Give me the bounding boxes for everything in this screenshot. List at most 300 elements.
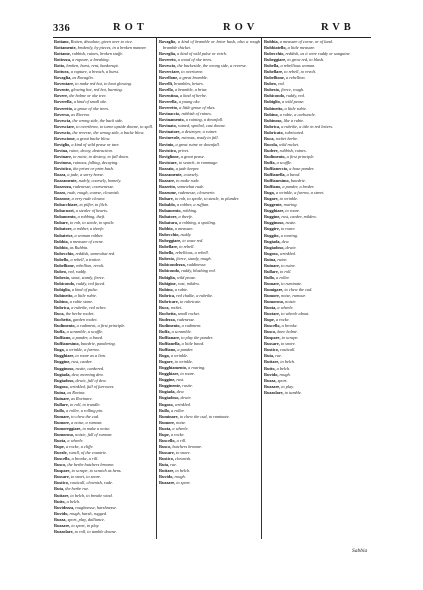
headword: Rubbio,: [54, 244, 69, 250]
definition: the herbe rue.: [64, 486, 90, 492]
definition: a brooke.: [280, 323, 298, 329]
definition: rebellious, a rebell.: [174, 250, 209, 256]
headword: Rozzamente,: [54, 178, 78, 184]
definition: rurall, of the countrie.: [67, 450, 108, 456]
headword: Rozzo,: [54, 190, 67, 196]
definition: to make red hot, to heat glowing.: [74, 81, 132, 87]
headword: Rumare,: [264, 280, 281, 286]
definition: a rebellion.: [284, 75, 306, 81]
dictionary-entry: [159, 402, 260, 408]
headword: Rubinetto,: [264, 105, 284, 111]
definition: a theefe.: [177, 214, 194, 220]
definition: a belch.: [275, 365, 291, 371]
headword: Ruzzare,: [54, 522, 71, 528]
headword: Rumore,: [264, 292, 281, 298]
dictionary-entry: [264, 353, 371, 359]
dictionary-entry: [159, 154, 260, 160]
column-middle: [159, 39, 260, 539]
definition: as Riverso.: [70, 111, 91, 117]
definition: to roare as a lion.: [74, 353, 107, 359]
definition: to roll, to tumble downe.: [73, 528, 117, 534]
dictionary-entry: [264, 184, 371, 190]
headword: Ruscello,: [54, 456, 71, 462]
headword: Rusco,: [264, 329, 277, 335]
definition: a rubrike, a title in red letters.: [280, 123, 334, 129]
dictionary-entry: [54, 226, 155, 232]
definition: robbing.: [181, 208, 198, 214]
definition: a roaring.: [187, 365, 206, 371]
definition: to make rude.: [175, 177, 200, 183]
headword: Russare,: [54, 474, 70, 480]
dictionary-entry: [264, 142, 371, 148]
headword: Rovinatore,: [159, 129, 181, 135]
dictionary-entry: [54, 493, 155, 499]
dictionary-entry: [159, 250, 260, 256]
dictionary-entry: [264, 196, 371, 202]
dictionary-entry: [159, 190, 260, 196]
definition: a measure of corne.: [68, 238, 104, 244]
definition: ruddy.: [179, 232, 192, 238]
guide-word-left: ROT: [113, 22, 148, 33]
definition: reddish, as it were ruddy or sanguine.: [284, 51, 351, 57]
headword: Rozzezza,: [54, 184, 73, 190]
definition: a rocke.: [169, 431, 185, 437]
headword: Rovere,: [54, 93, 69, 99]
dictionary-entry: [54, 148, 155, 154]
headword: Rubellione,: [264, 75, 285, 81]
headword: Rudimento,: [54, 323, 76, 329]
definition: rough, harsh, rugged.: [68, 510, 107, 516]
headword: Rovinevole,: [159, 135, 181, 141]
dictionary-entry: [264, 335, 371, 341]
definition: to snore.: [174, 449, 191, 455]
headword: Ruzzolare,: [54, 528, 74, 534]
definition: fierce, rough.: [280, 87, 305, 93]
headword: Rovina,: [54, 147, 69, 153]
definition: a little measure.: [286, 45, 316, 51]
definition: a young oke.: [177, 99, 201, 105]
definition: to overturne.: [180, 68, 204, 74]
definition: rusticall.: [278, 347, 296, 353]
headword: Rubiglia,: [54, 286, 71, 292]
definition: a little rubie.: [283, 105, 307, 111]
definition: rust, canker, mildew.: [280, 214, 317, 220]
dictionary-entry: [159, 365, 260, 371]
dictionary-entry: [159, 117, 260, 123]
dictionary-entry: [264, 202, 371, 208]
headword: Rugghiare,: [264, 208, 285, 214]
headword: Rozzaio,: [159, 165, 175, 171]
definition: to tumble.: [283, 389, 302, 395]
headword: Roverciare,: [159, 68, 181, 74]
headword: Rozzetto,: [159, 183, 177, 189]
headword: Rovelli,: [159, 81, 173, 87]
definition: rough.: [173, 474, 186, 480]
headword: Rovescio,: [159, 62, 177, 68]
definition: to snore.: [279, 341, 296, 347]
definition: ruddy, blushing red.: [180, 268, 216, 274]
dictionary-entry: [54, 184, 155, 190]
definition: a noise, a rumour.: [70, 419, 103, 425]
dictionary-entry: [159, 426, 260, 432]
headword: Ruggine,: [54, 359, 71, 365]
dictionary-entry: [54, 257, 155, 263]
headword: Rutto,: [54, 498, 66, 504]
headword: Rubesto,: [54, 274, 71, 280]
dictionary-entry: [54, 75, 155, 81]
dictionary-entry: [159, 135, 260, 141]
dictionary-entry: [159, 299, 260, 305]
definition: roaring.: [282, 202, 298, 208]
dictionary-entry: [159, 214, 260, 220]
definition: ruine.: [276, 256, 288, 262]
dictionary-entry: [54, 124, 155, 130]
dictionary-entry: [264, 81, 371, 87]
headword: Rustico,: [54, 480, 69, 486]
definition: broken, burst, rent, bankerupt.: [65, 63, 119, 69]
dictionary-entry: [264, 281, 371, 287]
catchword: Sabbia: [352, 548, 368, 554]
definition: glowing hot, red hot, burning.: [70, 87, 123, 93]
headword: Rovaglia,: [54, 75, 72, 81]
definition: a robber, a theefe.: [72, 226, 105, 232]
headword: Ruffianella,: [159, 341, 181, 347]
dictionary-entry: [54, 93, 155, 99]
headword: Rubaldo,: [159, 201, 176, 207]
dictionary-entry: [159, 99, 260, 105]
dictionary-entry: [159, 329, 260, 335]
headword: Ruca,: [264, 135, 275, 141]
dictionary-entry: [54, 39, 155, 45]
dictionary-entry: [159, 335, 260, 341]
headword: Rubamento,: [159, 208, 182, 214]
headword: Rubicondo,: [54, 280, 76, 286]
definition: dewie.: [284, 244, 297, 250]
headword: Ruffianeccio,: [264, 165, 289, 171]
dictionary-entry: [54, 462, 155, 468]
definition: brambles, briars.: [172, 81, 204, 87]
dictionary-entry: [159, 456, 260, 462]
dictionary-entry: [54, 329, 155, 335]
definition: dewie, full of dew.: [74, 377, 107, 383]
definition: rough.: [278, 371, 291, 377]
headword: Rovescione,: [54, 135, 76, 141]
headword: Ruota,: [54, 438, 67, 444]
definition: to belch, to breake wind.: [69, 492, 113, 498]
headword: Rovinoso,: [54, 159, 73, 165]
headword: Ruzza,: [54, 516, 67, 522]
headword: Rubacuori,: [54, 208, 75, 214]
dictionary-entry: [159, 93, 260, 99]
definition: rue.: [169, 461, 178, 467]
headword: Rubiglio,: [264, 99, 281, 105]
headword: Ruzzare,: [264, 383, 281, 389]
column-right: [264, 39, 371, 539]
headword: Rubesto,: [264, 87, 281, 93]
headword: Ruminare,: [159, 413, 179, 419]
dictionary-entry: [264, 39, 371, 45]
definition: a robbing, theft.: [76, 214, 106, 220]
dictionary-entry: [159, 57, 260, 63]
headword: Ruchetta,: [159, 310, 177, 316]
headword: Ruggine,: [159, 377, 176, 383]
headword: Ruina,: [264, 256, 277, 262]
definition: Rotten, dissolute, given over to vice.: [69, 39, 134, 44]
headword: Ruca,: [159, 304, 170, 310]
definition: the holme or oke tree.: [68, 93, 107, 99]
headword: Rubicondo,: [264, 93, 286, 99]
dictionary-entry: [159, 81, 260, 87]
dictionary-entry: [54, 384, 155, 390]
headword: Rubinoso,: [264, 117, 283, 123]
definition: a bawd.: [285, 172, 301, 178]
dictionary-entry: [54, 106, 155, 112]
definition: to belch.: [174, 468, 191, 474]
headword: Ruinare,: [54, 395, 71, 401]
definition: a jade keeper.: [174, 165, 200, 171]
dictionary-entry: [54, 323, 155, 329]
headword: Roventina,: [159, 93, 179, 99]
definition: knee holme.: [276, 329, 298, 335]
headword: Ruchetta,: [54, 317, 72, 323]
headword: Rubatrice,: [54, 232, 74, 238]
definition: a measure.: [173, 226, 194, 232]
dictionary-entry: [264, 118, 371, 124]
dictionary-entry: [264, 233, 371, 239]
headword: Rugoso,: [54, 383, 69, 389]
definition: to roll.: [278, 268, 292, 274]
definition: rust, mildew.: [176, 280, 200, 286]
definition: a kind of bramble or briar bush, also a rough bramble thicket.: [163, 39, 260, 50]
definition: a scramble.: [170, 328, 192, 334]
definition: rusticall, clownish, rude.: [68, 480, 113, 486]
dictionary-entry: [264, 57, 371, 63]
dictionary-entry: [159, 432, 260, 438]
definition: a wheele.: [66, 438, 84, 444]
headword: Rovescio,: [54, 129, 72, 135]
definition: a brooke, a rill.: [70, 456, 99, 462]
headword: Rugiadoso,: [264, 244, 285, 250]
definition: rebellion, revolt.: [74, 262, 105, 268]
headword: Rugiadoso,: [54, 377, 75, 383]
definition: to ruminate.: [280, 280, 303, 286]
definition: rudenesse, coarsenesse.: [72, 184, 115, 190]
definition: as Rovinare.: [70, 395, 93, 401]
dictionary-entry: [159, 377, 260, 383]
headword: Ruffiano,: [54, 335, 72, 341]
definition: a rubrike, red ochre.: [70, 305, 107, 311]
dictionary-entry: [54, 57, 155, 63]
dictionary-entry: [54, 353, 155, 359]
dictionary-entry: [264, 269, 371, 275]
dictionary-entry: [159, 462, 260, 468]
headword: Rubino,: [264, 111, 279, 117]
headword: Ruvido,: [264, 371, 279, 377]
dictionary-entry: [264, 226, 371, 232]
definition: a rebell, a traitor.: [69, 256, 101, 262]
dictionary-entry: [264, 136, 371, 142]
definition: sport.: [276, 377, 288, 383]
dictionary-entry: [54, 456, 155, 462]
definition: a rupture, a breach, a burst.: [69, 69, 120, 75]
headword: Rudimento,: [159, 322, 181, 328]
definition: ruinous, ready to fall.: [180, 135, 219, 141]
dictionary-entry: [264, 263, 371, 269]
definition: garden rocket.: [71, 317, 98, 323]
headword: Rubacchiare,: [54, 202, 79, 208]
definition: the herbe butchers broome.: [66, 462, 115, 468]
dictionary-entry: [54, 81, 155, 87]
dictionary-entry: [159, 232, 260, 238]
dictionary-entry: [54, 130, 155, 136]
definition: a rupture, a breaking.: [71, 57, 110, 63]
headword: Rumore,: [54, 419, 71, 425]
dictionary-entry: [159, 281, 260, 287]
headword: Rubricare,: [159, 298, 179, 304]
definition: to wrinkle.: [173, 359, 194, 365]
headword: Rovinare,: [54, 153, 72, 159]
headword: Ruzza,: [264, 377, 277, 383]
headword: Roventare,: [54, 81, 75, 87]
dictionary-entry: [54, 432, 155, 438]
dictionary-entry: [264, 51, 371, 57]
definition: wrinkled.: [278, 250, 296, 256]
definition: a wrinkle, a furrow.: [64, 347, 100, 353]
definition: red, ruddy.: [67, 268, 87, 274]
headword: Ruffa,: [54, 329, 66, 335]
dictionary-entry: [54, 118, 155, 124]
headword: Rubino,: [54, 299, 69, 305]
definition: rue.: [274, 353, 283, 359]
definition: a pander.: [176, 347, 194, 353]
dictionary-entry: [54, 233, 155, 239]
definition: butchers broome.: [171, 443, 203, 449]
definition: bawdrie, pandering.: [79, 341, 116, 347]
definition: a scuffle.: [275, 159, 293, 165]
dictionary-entry: [264, 166, 371, 172]
definition: a roller.: [170, 407, 185, 413]
headword: Rudezza,: [159, 316, 176, 322]
headword: Rugare,: [159, 359, 174, 365]
dictionary-entry: [54, 450, 155, 456]
headword: Rubatore,: [54, 226, 73, 232]
headword: Ruggito,: [264, 232, 280, 238]
definition: to wrinkle.: [278, 196, 299, 202]
definition: a little rubie.: [73, 292, 97, 298]
definition: reddish, somewhat red.: [74, 250, 116, 256]
headword: Rubella,: [264, 63, 280, 69]
definition: rustie.: [284, 220, 297, 226]
headword: Ruffiano,: [264, 184, 282, 190]
definition: privet.: [177, 147, 190, 153]
definition: ruinous, falling, decaying.: [72, 159, 119, 165]
definition: a woman robber.: [73, 232, 104, 238]
definition: as Rovina.: [66, 389, 86, 395]
dictionary-entry: [264, 99, 371, 105]
headword: Rugghiare,: [54, 353, 75, 359]
definition: coursely.: [182, 171, 199, 177]
headword: Rottamente,: [54, 45, 77, 51]
headword: Ruvidezza,: [54, 504, 75, 510]
dictionary-entry: [159, 414, 260, 420]
dictionary-entry: [264, 178, 371, 184]
dictionary-entry: [264, 45, 371, 51]
definition: as Rovaglio.: [71, 75, 94, 81]
dictionary-entry: [54, 251, 155, 257]
definition: to play the pander.: [180, 335, 214, 340]
headword: Rubbia,: [54, 238, 69, 244]
definition: a rebellious woman.: [279, 63, 316, 69]
dictionary-entry: [54, 366, 155, 372]
definition: a kind of herbe.: [178, 93, 207, 99]
dictionary-entry: [159, 123, 260, 129]
dictionary-entry: [159, 208, 260, 214]
dictionary-entry: [54, 263, 155, 269]
headword: Rugginoso,: [54, 365, 75, 371]
definition: a measure of corne, or of land.: [278, 39, 333, 44]
headword: Rubigine,: [159, 280, 177, 286]
headword: Ruggente,: [264, 202, 283, 208]
dictionary-entry: [54, 45, 155, 51]
dictionary-entry: [54, 63, 155, 69]
dictionary-entry: [159, 408, 260, 414]
headword: Rovente,: [54, 87, 71, 93]
dictionary-entry: [159, 51, 260, 57]
dictionary-entry: [264, 245, 371, 251]
dictionary-entry: [54, 408, 155, 414]
guide-word-middle: ROV: [223, 22, 259, 33]
headword: Rugoso,: [264, 250, 279, 256]
headword: Rubrica,: [264, 123, 281, 129]
headword: Rugiadoso,: [159, 395, 180, 401]
dictionary-entry: [264, 190, 371, 196]
definition: to rebell, to revolt.: [283, 69, 316, 75]
definition: wrinkled, full of furrowes.: [68, 383, 115, 389]
headword: Rugoso,: [159, 401, 174, 407]
headword: Ruttare,: [264, 359, 280, 365]
headword: Rubare,: [159, 195, 174, 201]
dictionary-entry: [54, 160, 155, 166]
guide-word-right: RVB: [321, 22, 355, 33]
headword: Rumoreggiare,: [54, 426, 82, 431]
definition: noisie.: [284, 299, 297, 305]
dictionary-entry: [54, 287, 155, 293]
dictionary-entry: [54, 317, 155, 323]
headword: Ruspare,: [54, 468, 71, 474]
definition: the privet or prim bush.: [72, 165, 114, 171]
headword: Ruina,: [54, 389, 67, 395]
definition: small rocket.: [176, 310, 200, 316]
definition: to wheele about.: [280, 311, 310, 317]
dictionary-entry: [159, 111, 260, 117]
definition: to snort, to snore.: [69, 474, 102, 480]
dictionary-entry: [264, 299, 371, 305]
headword: Rottura,: [54, 69, 70, 75]
dictionary-entry: [54, 335, 155, 341]
dictionary-entry: [54, 402, 155, 408]
headword: Ruvido,: [159, 474, 174, 480]
dictionary-entry: [54, 196, 155, 202]
definition: a great pease.: [179, 153, 205, 159]
definition: to ruine.: [280, 262, 296, 268]
headword: Rumoroso,: [54, 432, 75, 438]
headword: Rucola,: [264, 141, 278, 147]
headword: Ruzzare,: [159, 480, 176, 486]
dictionary-entry: [159, 389, 260, 395]
definition: to play.: [280, 383, 295, 389]
headword: Rugghiamento,: [159, 365, 188, 371]
headword: Ruspare,: [264, 335, 281, 341]
